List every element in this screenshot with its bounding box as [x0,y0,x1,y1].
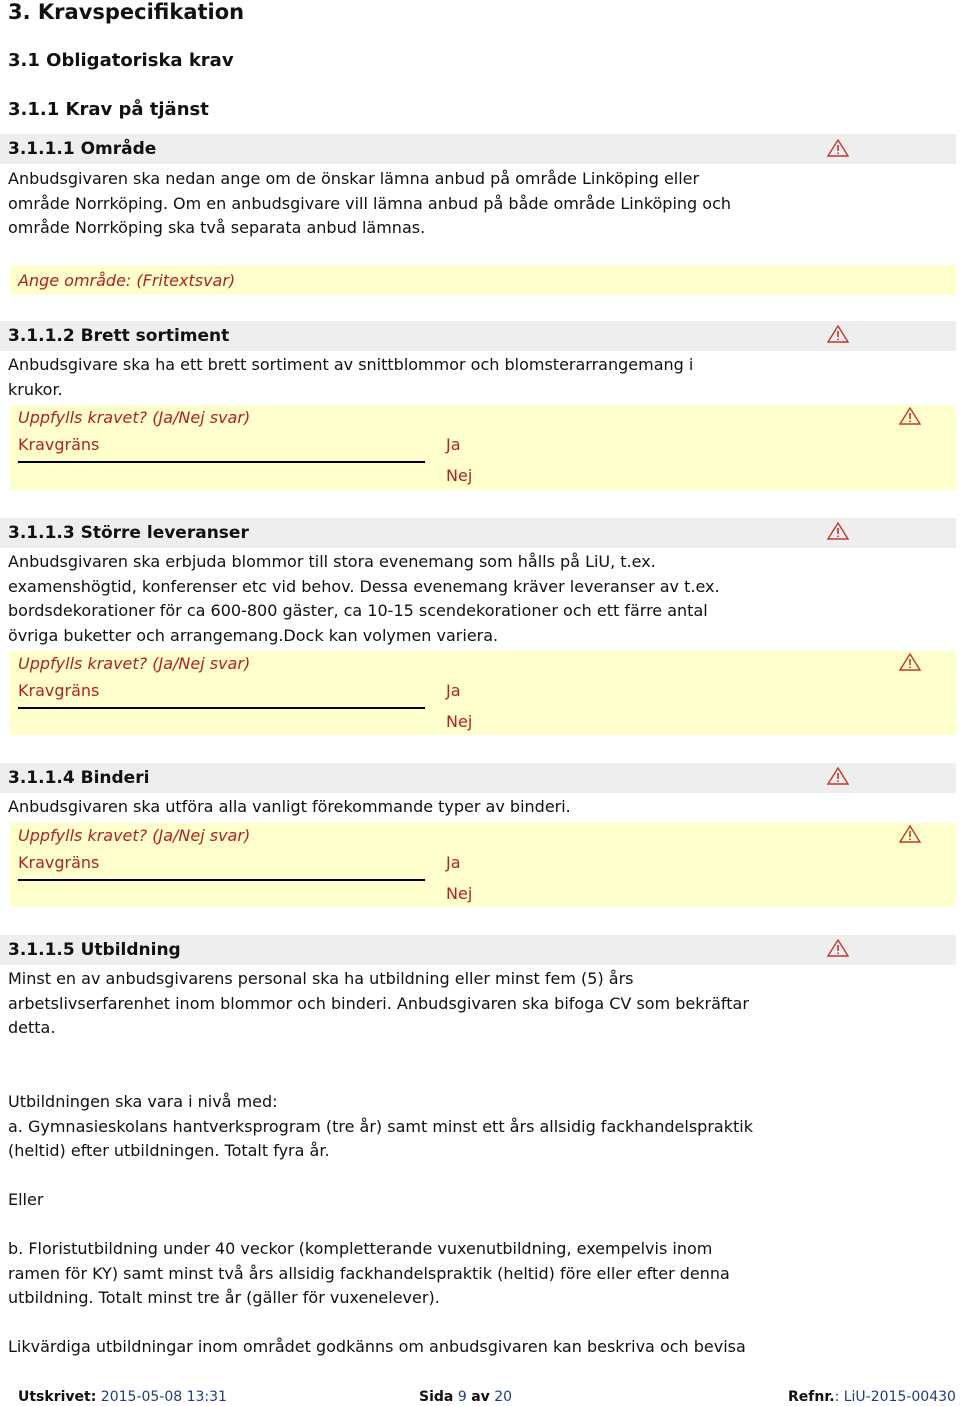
text-line: a. Gymnasieskolans hantverksprogram (tre år) samt minst ett års allsidig fackhandelspraktik [8,1116,753,1136]
answer-prompt: Uppfylls kravet? (Ja/Nej svar) [18,408,251,427]
answer-block-storre-leveranser [10,651,956,735]
requirement-text [8,550,720,648]
text-line: (heltid) efter utbildningen. Totalt fyra år. [8,1141,330,1160]
requirement-title: 3.1.1.3 Större leveranser [8,523,249,543]
limit-line [18,879,425,881]
requirement-title: 3.1.1.5 Utbildning [8,940,181,960]
text-line: arbetslivserfarenhet inom blommor och binderi. Anbudsgivaren ska bifoga CV som bekräftar [8,993,749,1013]
answer-prompt: Ange område: (Fritextsvar) [18,271,236,290]
warning-icon [827,767,849,785]
text-line: övriga buketter och arrangemang.Dock kan volymen variera. [8,625,499,645]
equivalent-education-text: Likvärdiga utbildningar inom området godkänns om anbudsgivaren kan beskriva och bevisa [8,1337,746,1356]
limit-line [18,707,425,709]
section-title: 3.1 Obligatoriska krav [8,50,234,71]
option-yes[interactable]: Ja [446,435,461,454]
warning-icon [899,653,921,671]
answer-prompt: Uppfylls kravet? (Ja/Nej svar) [18,826,251,845]
ref-value: : LiU-2015-00430 [834,1389,956,1405]
answer-block-brett-sortiment [10,405,956,490]
ref-label: Refnr. [788,1389,835,1405]
warning-icon [827,139,849,157]
requirement-title: 3.1.1.1 Område [8,139,157,159]
chapter-title: 3. Kravspecifikation [8,0,245,24]
limit-label: Kravgräns [18,853,100,872]
text-line: Anbudsgivaren ska nedan ange om de önskar lämna anbud på område Linköping eller [8,169,700,188]
warning-icon [899,407,921,425]
requirement-header-brett-sortiment [0,321,956,351]
requirement-title: 3.1.1.4 Binderi [8,768,150,788]
printed-label: Utskrivet: [18,1389,97,1405]
footer-printed [18,1389,227,1405]
requirement-text [8,167,731,241]
requirement-text [8,353,693,402]
text-line: examenshögtid, konferenser etc vid behov. Dessa evenemang kräver leveranser av t.ex. [8,576,720,596]
page-total: 20 [494,1389,513,1405]
page-of: av [471,1389,490,1405]
requirement-header-binderi [0,763,956,793]
requirement-text [8,795,571,820]
requirement-title: 3.1.1.2 Brett sortiment [8,326,230,346]
text-line: detta. [8,1018,56,1037]
page-label: Sida [419,1389,454,1405]
text-line: område Norrköping ska två separata anbud lämnas. [8,218,426,237]
or-text: Eller [8,1190,44,1209]
text-line: ramen för KY) samt minst två års allsidig fackhandelspraktik (heltid) före eller efter denna [8,1263,730,1283]
subsection-title: 3.1.1 Krav på tjänst [8,99,209,120]
option-no[interactable]: Nej [446,712,473,731]
limit-label: Kravgräns [18,435,100,454]
text-line: utbildning. Totalt minst tre år (gäller för vuxenelever). [8,1288,440,1307]
requirement-header-omrade [0,134,956,164]
warning-icon [827,522,849,540]
option-no[interactable]: Nej [446,884,473,903]
option-yes[interactable]: Ja [446,681,461,700]
text-line: Anbudsgivaren ska utföra alla vanligt förekommande typer av binderi. [8,797,571,816]
footer-page [419,1389,512,1405]
footer-reference [788,1389,956,1405]
answer-block-binderi [10,823,956,907]
text-line: Minst en av anbudsgivarens personal ska ha utbildning eller minst fem (5) års [8,969,634,988]
education-level-text [8,1090,753,1164]
warning-icon [827,939,849,957]
limit-label: Kravgräns [18,681,100,700]
warning-icon [827,325,849,343]
warning-icon [899,825,921,843]
text-line: Anbudsgivaren ska erbjuda blommor till stora evenemang som hålls på LiU, t.ex. [8,552,656,571]
text-line: bordsdekorationer för ca 600-800 gäster, ca 10-15 scendekorationer och ett färre antal [8,601,708,620]
requirement-text [8,967,749,1041]
text-line: Utbildningen ska vara i nivå med: [8,1092,278,1111]
printed-value: 2015-05-08 13:31 [100,1389,227,1405]
option-b-text [8,1237,730,1311]
option-yes[interactable]: Ja [446,853,461,872]
requirement-header-utbildning [0,935,956,965]
requirement-header-storre-leveranser [0,518,956,548]
answer-prompt: Uppfylls kravet? (Ja/Nej svar) [18,654,251,673]
text-line: krukor. [8,379,63,399]
answer-field-omrade[interactable] [10,265,956,295]
text-line: Anbudsgivare ska ha ett brett sortiment av snittblommor och blomsterarrangemang i [8,355,694,374]
page-number: 9 [457,1389,467,1405]
limit-line [18,461,425,463]
text-line: område Norrköping. Om en anbudsgivare vill lämna anbud på både område Linköping och [8,193,732,213]
text-line: b. Floristutbildning under 40 veckor (kompletterande vuxenutbildning, exempelvis inom [8,1239,713,1258]
option-no[interactable]: Nej [446,466,473,485]
